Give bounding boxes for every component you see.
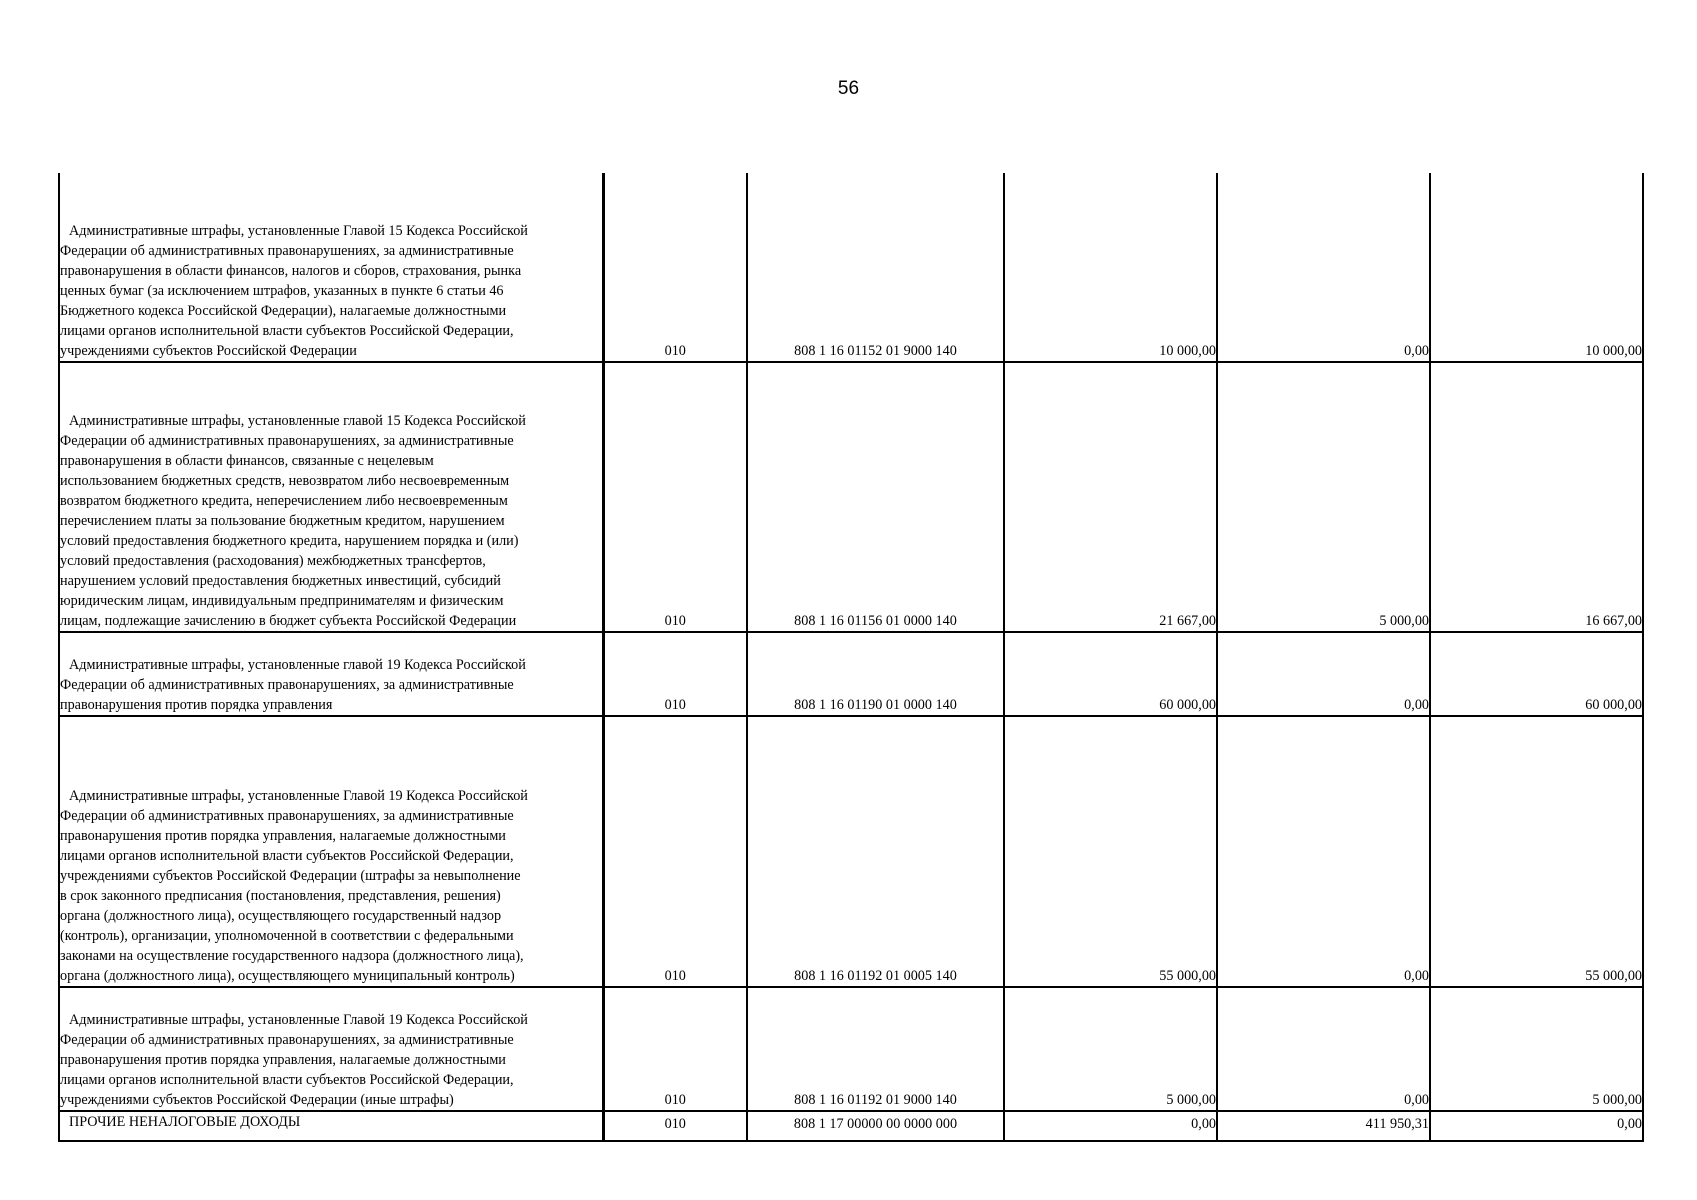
row-value-1: 60 000,00 bbox=[1004, 632, 1217, 716]
row-value-1: 0,00 bbox=[1004, 1111, 1217, 1141]
row-budget-code: 808 1 17 00000 00 0000 000 bbox=[747, 1111, 1004, 1141]
row-budget-code: 808 1 16 01190 01 0000 140 bbox=[747, 632, 1004, 716]
row-name: Административные штрафы, установленные Главой 19 Кодекса Российской Федерации об административных правонарушениях, за административные правонарушения против порядка управления, налагаемые должностными лицами органов исполнительной власти субъектов Российской Федерации, учреждениями субъектов Российской Федерации (иные штрафы) bbox=[59, 987, 603, 1111]
row-name: Административные штрафы, установленные Главой 15 Кодекса Российской Федерации об административных правонарушениях, за административные правонарушения в области финансов, налогов и сборов, страхования, рынка ценных бумаг (за исключением штрафов, указанных в пункте 6 статьи 46 Бюджетного кодекса Российской Федерации), налагаемые должностными лицами органов исполнительной власти субъектов Российской Федерации, учреждениями субъектов Российской Федерации bbox=[59, 173, 603, 362]
row-budget-code: 808 1 16 01156 01 0000 140 bbox=[747, 362, 1004, 632]
row-value-3: 60 000,00 bbox=[1430, 632, 1643, 716]
table-row bbox=[59, 987, 1643, 1111]
row-value-2: 411 950,31 bbox=[1217, 1111, 1430, 1141]
row-name: Административные штрафы, установленные главой 15 Кодекса Российской Федерации об административных правонарушениях, за административные правонарушения в области финансов, связанные с нецелевым использованием бюджетных средств, невозвратом либо несвоевременным возвратом бюджетного кредита, неперечислением либо несвоевременным перечислением платы за пользование бюджетным кредитом, нарушением условий предоставления бюджетного кредита, нарушением порядка и (или) условий предоставления (расходования) межбюджетных трансфертов, нарушением условий предоставления бюджетных инвестиций, субсидий юридическим лицам, индивидуальным предпринимателям и физическим лицам, подлежащие зачислению в бюджет субъекта Российской Федерации bbox=[59, 362, 603, 632]
row-value-2: 0,00 bbox=[1217, 173, 1430, 362]
table-row bbox=[59, 362, 1643, 632]
row-value-3: 10 000,00 bbox=[1430, 173, 1643, 362]
row-budget-code: 808 1 16 01192 01 0005 140 bbox=[747, 716, 1004, 987]
row-line-code: 010 bbox=[603, 632, 747, 716]
row-value-3: 55 000,00 bbox=[1430, 716, 1643, 987]
row-value-3: 16 667,00 bbox=[1430, 362, 1643, 632]
row-value-3: 5 000,00 bbox=[1430, 987, 1643, 1111]
row-value-2: 0,00 bbox=[1217, 632, 1430, 716]
row-value-2: 5 000,00 bbox=[1217, 362, 1430, 632]
row-name: Административные штрафы, установленные Главой 19 Кодекса Российской Федерации об административных правонарушениях, за административные правонарушения против порядка управления, налагаемые должностными лицами органов исполнительной власти субъектов Российской Федерации, учреждениями субъектов Российской Федерации (штрафы за невыполнение в срок законного предписания (постановления, представления, решения) органа (должностного лица), осуществляющего государственный надзор (контроль), организации, уполномоченной в соответствии с федеральными законами на осуществление государственного надзора (должностного лица), органа (должностного лица), осуществляющего муниципальный контроль) bbox=[59, 716, 603, 987]
table-row bbox=[59, 716, 1643, 987]
table-row bbox=[59, 632, 1643, 716]
row-value-2: 0,00 bbox=[1217, 987, 1430, 1111]
row-value-3: 0,00 bbox=[1430, 1111, 1643, 1141]
row-line-code: 010 bbox=[603, 362, 747, 632]
page-number: 56 bbox=[837, 78, 860, 99]
row-line-code: 010 bbox=[603, 173, 747, 362]
row-budget-code: 808 1 16 01152 01 9000 140 bbox=[747, 173, 1004, 362]
row-name: ПРОЧИЕ НЕНАЛОГОВЫЕ ДОХОДЫ bbox=[59, 1111, 603, 1141]
row-name: Административные штрафы, установленные главой 19 Кодекса Российской Федерации об административных правонарушениях, за административные правонарушения против порядка управления bbox=[59, 632, 603, 716]
row-value-2: 0,00 bbox=[1217, 716, 1430, 987]
table-row bbox=[59, 1111, 1643, 1141]
row-value-1: 5 000,00 bbox=[1004, 987, 1217, 1111]
row-value-1: 21 667,00 bbox=[1004, 362, 1217, 632]
row-line-code: 010 bbox=[603, 987, 747, 1111]
table-row bbox=[59, 173, 1643, 362]
revenue-table bbox=[58, 173, 1644, 1142]
row-line-code: 010 bbox=[603, 1111, 747, 1141]
row-budget-code: 808 1 16 01192 01 9000 140 bbox=[747, 987, 1004, 1111]
row-line-code: 010 bbox=[603, 716, 747, 987]
row-value-1: 55 000,00 bbox=[1004, 716, 1217, 987]
row-value-1: 10 000,00 bbox=[1004, 173, 1217, 362]
